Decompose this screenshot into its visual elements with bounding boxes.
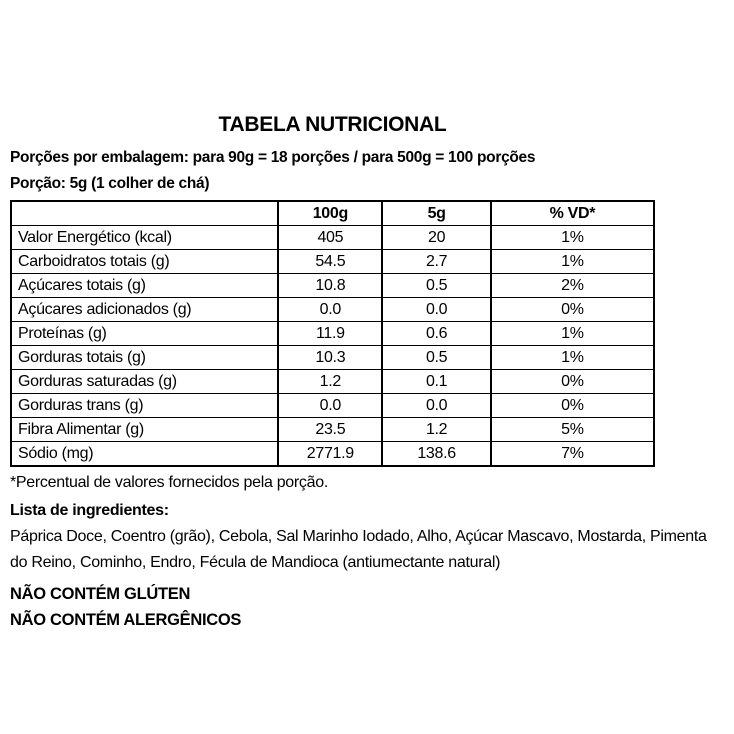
cell-100g: 1.2 bbox=[278, 370, 382, 394]
portion-size-line: Porção: 5g (1 colher de chá) bbox=[10, 175, 210, 192]
table-row bbox=[11, 274, 654, 298]
cell-100g: 405 bbox=[278, 226, 382, 250]
table-row bbox=[11, 298, 654, 322]
nutrition-table bbox=[10, 200, 655, 467]
cell-100g: 54.5 bbox=[278, 250, 382, 274]
cell-5g: 1.2 bbox=[382, 418, 490, 442]
table-row bbox=[11, 418, 654, 442]
cell-100g: 10.3 bbox=[278, 346, 382, 370]
cell-5g: 2.7 bbox=[382, 250, 490, 274]
cell-5g: 138.6 bbox=[382, 442, 490, 467]
table-row bbox=[11, 322, 654, 346]
table-row bbox=[11, 226, 654, 250]
cell-5g: 0.5 bbox=[382, 346, 490, 370]
row-label: Fibra Alimentar (g) bbox=[11, 418, 278, 442]
cell-100g: 0.0 bbox=[278, 298, 382, 322]
table-row bbox=[11, 346, 654, 370]
row-label: Sódio (mg) bbox=[11, 442, 278, 467]
table-header-row bbox=[11, 201, 654, 226]
row-label: Gorduras totais (g) bbox=[11, 346, 278, 370]
cell-vd: 1% bbox=[491, 346, 654, 370]
nutrition-table-body bbox=[11, 226, 654, 467]
claims-block bbox=[10, 581, 725, 633]
cell-100g: 0.0 bbox=[278, 394, 382, 418]
row-label: Açúcares adicionados (g) bbox=[11, 298, 278, 322]
cell-5g: 0.0 bbox=[382, 394, 490, 418]
cell-100g: 2771.9 bbox=[278, 442, 382, 467]
table-row bbox=[11, 370, 654, 394]
row-label: Valor Energético (kcal) bbox=[11, 226, 278, 250]
header-100g: 100g bbox=[278, 201, 382, 226]
cell-5g: 0.1 bbox=[382, 370, 490, 394]
table-row bbox=[11, 394, 654, 418]
cell-5g: 0.6 bbox=[382, 322, 490, 346]
ingredients-text: Páprica Doce, Coentro (grão), Cebola, Sal Marinho Iodado, Alho, Açúcar Mascavo, Mostarda, Pimenta do Reino, Cominho, Endro, Fécula de Mandioca (antiumectante natural) bbox=[10, 528, 707, 571]
cell-vd: 5% bbox=[491, 418, 654, 442]
cell-100g: 10.8 bbox=[278, 274, 382, 298]
row-label: Açúcares totais (g) bbox=[11, 274, 278, 298]
cell-5g: 0.5 bbox=[382, 274, 490, 298]
table-row bbox=[11, 442, 654, 467]
page-title: TABELA NUTRICIONAL bbox=[218, 113, 447, 136]
vd-footnote: *Percentual de valores fornecidos pela porção. bbox=[10, 474, 328, 491]
cell-5g: 20 bbox=[382, 226, 490, 250]
cell-vd: 0% bbox=[491, 370, 654, 394]
cell-vd: 1% bbox=[491, 226, 654, 250]
cell-vd: 7% bbox=[491, 442, 654, 467]
cell-100g: 11.9 bbox=[278, 322, 382, 346]
gluten-free-claim: NÃO CONTÉM GLÚTEN bbox=[10, 585, 191, 603]
row-label: Proteínas (g) bbox=[11, 322, 278, 346]
cell-5g: 0.0 bbox=[382, 298, 490, 322]
allergen-free-claim: NÃO CONTÉM ALERGÊNICOS bbox=[10, 611, 242, 629]
row-label: Gorduras trans (g) bbox=[11, 394, 278, 418]
cell-100g: 23.5 bbox=[278, 418, 382, 442]
cell-vd: 0% bbox=[491, 394, 654, 418]
servings-per-package-line: Porções por embalagem: para 90g = 18 porções / para 500g = 100 porções bbox=[10, 149, 536, 166]
row-label: Gorduras saturadas (g) bbox=[11, 370, 278, 394]
cell-vd: 1% bbox=[491, 322, 654, 346]
row-label: Carboidratos totais (g) bbox=[11, 250, 278, 274]
ingredients-heading: Lista de ingredientes: bbox=[10, 502, 169, 519]
header-vd: % VD* bbox=[491, 201, 654, 226]
header-5g: 5g bbox=[382, 201, 490, 226]
cell-vd: 0% bbox=[491, 298, 654, 322]
table-row bbox=[11, 250, 654, 274]
cell-vd: 2% bbox=[491, 274, 654, 298]
header-blank bbox=[11, 201, 278, 226]
cell-vd: 1% bbox=[491, 250, 654, 274]
